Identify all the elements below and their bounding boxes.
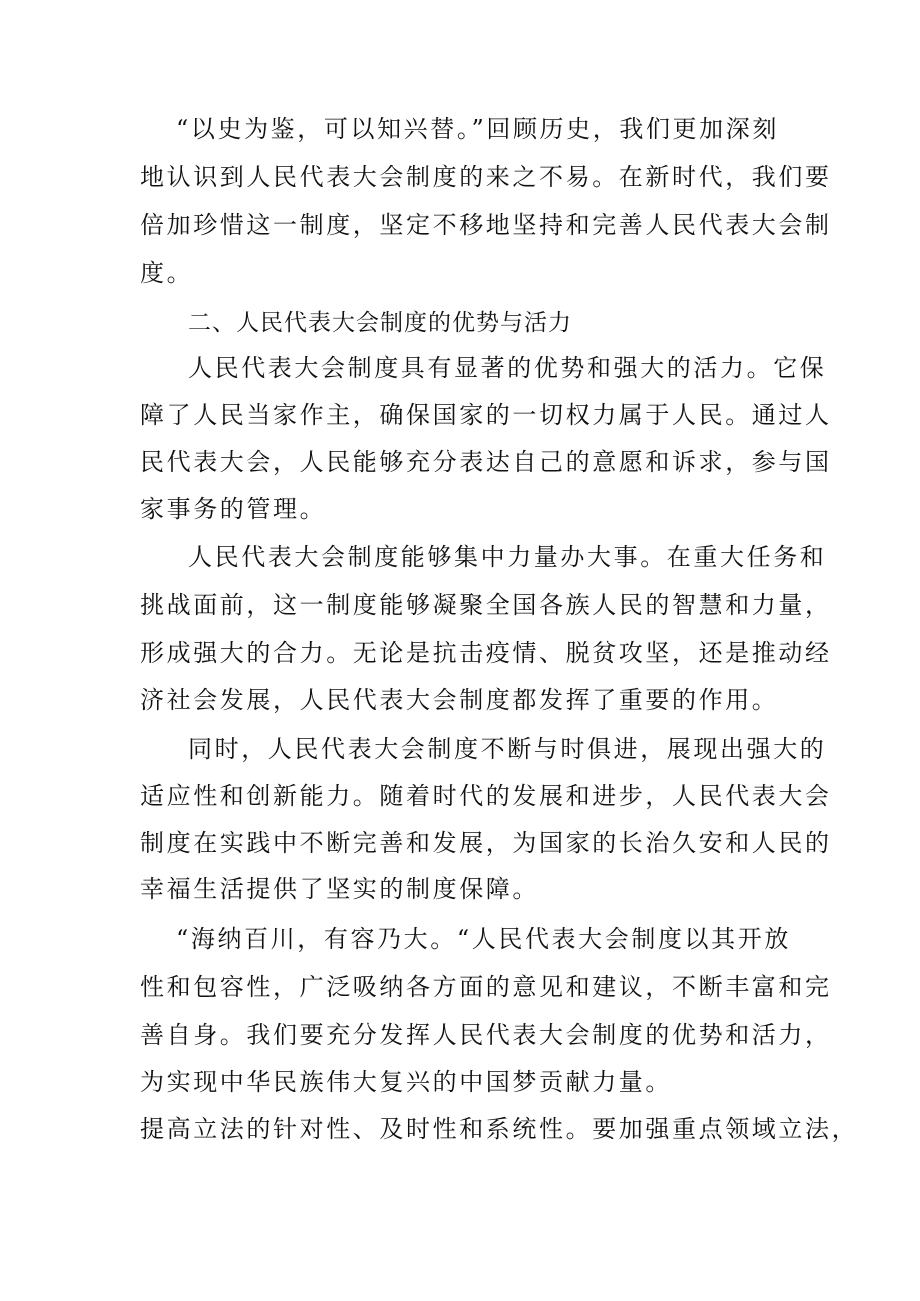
paragraph-line: “海纳百川，有容乃大。“人民代表大会制度以其开放 (176, 925, 791, 953)
paragraph-line: 济社会发展，人民代表大会制度都发挥了重要的作用。 (140, 686, 779, 714)
paragraph-line: 形成强大的合力。无论是抗击疫情、脱贫攻坚，还是推动经 (140, 639, 832, 667)
paragraph-line: 倍加珍惜这一制度，坚定不移地坚持和完善人民代表大会制 (140, 211, 832, 239)
paragraph-line: 善自身。我们要充分发挥人民代表大会制度的优势和活力， (140, 1021, 832, 1049)
paragraph-line: 同时，人民代表大会制度不断与时俱进，展现出强大的 (188, 735, 827, 763)
paragraph-line: “以史为鉴，可以知兴替。”回顾历史，我们更加深刻 (176, 115, 779, 143)
paragraph-line: 挑战面前，这一制度能够凝聚全国各族人民的智慧和力量， (140, 591, 832, 619)
paragraph-line: 人民代表大会制度能够集中力量办大事。在重大任务和 (188, 543, 827, 571)
paragraph-line: 家事务的管理。 (140, 495, 327, 523)
paragraph-line: 民代表大会，人民能够充分表达自己的意愿和诉求，参与国 (140, 448, 832, 476)
section-heading: 二、人民代表大会制度的优势与活力 (188, 310, 572, 336)
paragraph-line: 地认识到人民代表大会制度的来之不易。在新时代，我们要 (140, 163, 832, 191)
paragraph-line: 幸福生活提供了坚实的制度保障。 (140, 875, 539, 903)
paragraph-line: 为实现中华民族伟大复兴的中国梦贡献力量。 (140, 1068, 672, 1096)
paragraph-line: 适应性和创新能力。随着时代的发展和进步，人民代表大会 (140, 782, 832, 810)
paragraph-line: 制度在实践中不断完善和发展，为国家的长治久安和人民的 (140, 829, 832, 857)
paragraph-line: 障了人民当家作主，确保国家的一切权力属于人民。通过人 (140, 401, 832, 429)
paragraph-line: 性和包容性，广泛吸纳各方面的意见和建议，不断丰富和完 (140, 973, 832, 1001)
paragraph-line: 人民代表大会制度具有显著的优势和强大的活力。它保 (188, 354, 827, 382)
paragraph-line: 提高立法的针对性、及时性和系统性。要加强重点领域立法， (140, 1115, 859, 1143)
paragraph-line: 度。 (140, 259, 194, 287)
